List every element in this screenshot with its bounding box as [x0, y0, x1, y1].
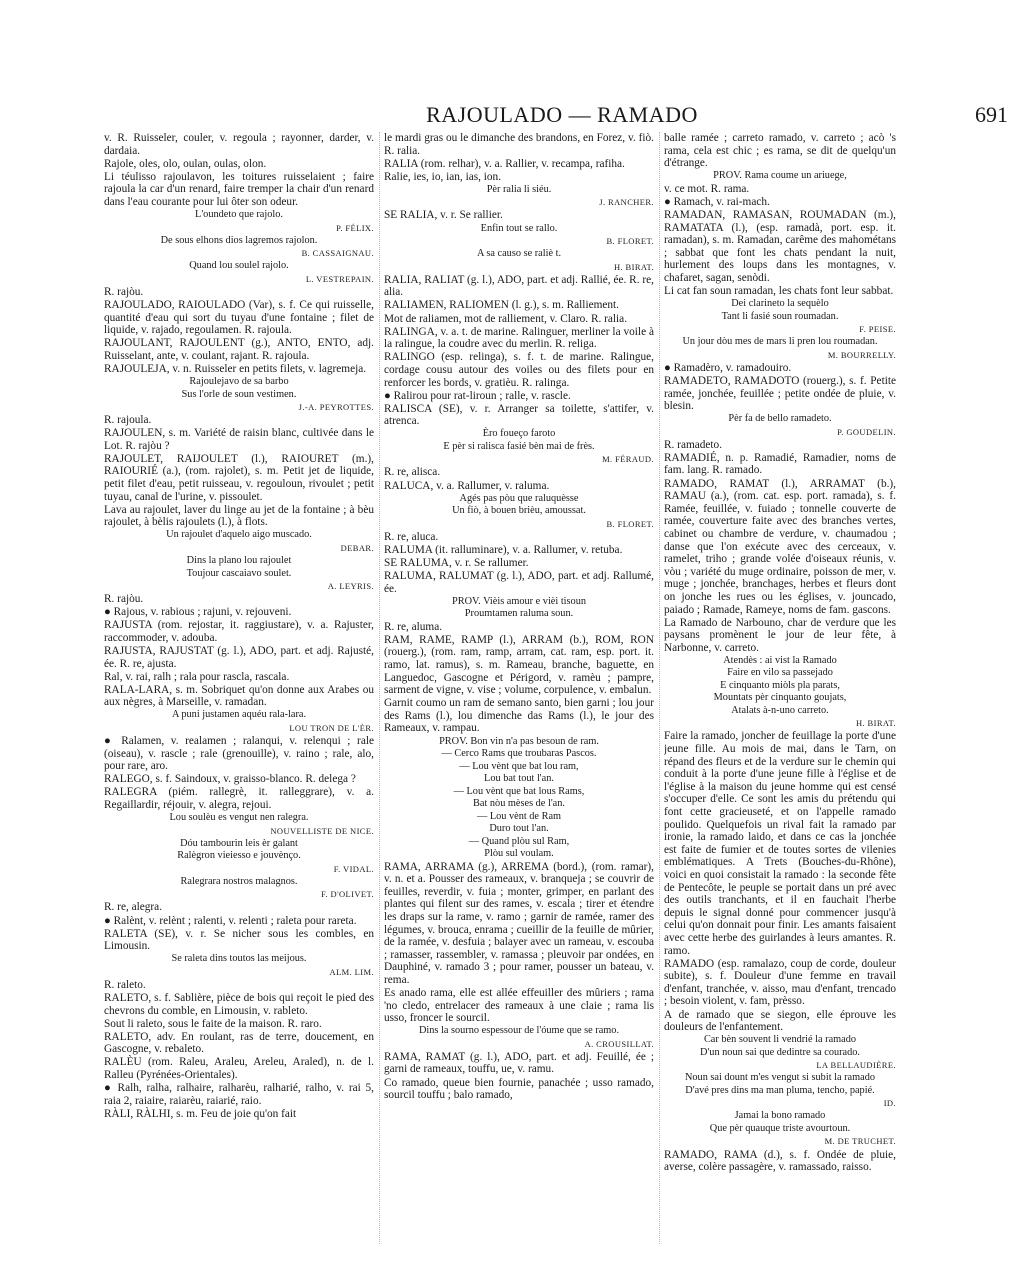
dictionary-entry: ● Ralamen, v. realamen ; ralanqui, v. relenqui ; rale (oiseau), v. rascle ; rale (grenouille), v. raino ; rale, alo, pour rare, aro.: [104, 735, 374, 773]
dictionary-entry: RALISCA (SE), v. r. Arranger sa toilette, s'attifer, v. atrenca.: [384, 402, 654, 428]
dictionary-entry: Li téulisso rajoulavon, les toitures ruisselaient ; faire rajoula la car d'un renard, faire tremper la chair d'un renard dans l'eau courante pour lui ôter son odeur.: [104, 170, 374, 208]
dictionary-entry: R. rajòu.: [104, 593, 144, 606]
dictionary-entry: RAJOULEJA, v. n. Ruisseler en petits filets, v. lagremeja.: [104, 362, 367, 375]
dictionary-entry: Es anado rama, elle est allée effeuiller des mûriers ; rama 'no cledo, entrelacer des rameaux à une claie ; rama lis usso, froncer le sourcil.: [384, 987, 654, 1025]
citation-source: F. PEISE.: [859, 324, 896, 335]
quotation-line: Plòu sul voulam.: [484, 848, 554, 860]
quotation-line: Un rajoulet d'aquelo aigo muscado.: [166, 529, 312, 541]
dictionary-entry: Li cat fan soun ramadan, les chats font leur sabbat.: [664, 285, 894, 298]
dictionary-entry: RALUMA, RALUMAT (g. l.), ADO, part. et adj. Rallumé, ée.: [384, 570, 654, 595]
dictionary-entry: RAMADIÉ, n. p. Ramadié, Ramadier, noms de fam. lang. R. ramado.: [664, 451, 896, 477]
quotation-line: — Lou vènt que bat lou ram,: [459, 760, 579, 772]
quotation-line: PROV. Rama coume un ariuege,: [713, 170, 847, 182]
quotation-line: Proumtamen raluma soun.: [464, 608, 574, 620]
dictionary-entry: Sout li raleto, sous le faite de la maison. R. raro.: [104, 1017, 322, 1030]
citation-source: NOUVELLISTE DE NICE.: [270, 825, 374, 836]
quotation-line: Agés pas pòu que raluquèsse: [459, 492, 579, 504]
running-head: RAJOULADO — RAMADO: [426, 102, 698, 127]
dictionary-entry: RALETA (SE), v. r. Se nicher sous les combles, en Limousin.: [104, 927, 374, 953]
dictionary-entry: R. rajòu.: [104, 285, 144, 298]
quotation-line: D'un noun sai que dedintre sa courado.: [700, 1046, 860, 1058]
quotation-line: A puni justamen aquéu rala-lara.: [171, 709, 307, 721]
citation-source: ALM. LIM.: [329, 966, 374, 977]
quotation-line: — Lou vènt de Ram: [476, 810, 562, 822]
dictionary-entry: RAJOULET, RAIJOULET (l.), RAIOURET (m.), RAIOURIÉ (a.), (rom. rajolet), s. m. Petit jet de liquide, petit filet d'eau, petit ruisseau, v. regouloun, rivoulet ; petit tuyau, canal de l'urine, v. pissoulet.: [104, 452, 374, 503]
dictionary-entry: Ralie, ies, io, ian, ias, ion.: [384, 170, 502, 183]
dictionary-entry: Garnit coumo un ram de semano santo, bien garni ; lou jour des Rams (l.), lou dimenche das Rams (l.), le jour des Rameaux, v. rampau.: [384, 697, 654, 735]
dictionary-entry: RALIA (rom. relhar), v. a. Rallier, v. recampa, rafiha.: [384, 157, 625, 170]
citation-source: LOU TRON DE L'ÈR.: [289, 722, 374, 733]
citation-source: J.-A. PEYROTTES.: [298, 402, 374, 412]
quotation-line: Mountats pèr cinquanto goujats,: [713, 692, 847, 704]
column-2: [384, 132, 654, 1244]
citation-source: DEBAR.: [340, 542, 374, 553]
citation-source: B. CASSAIGNAU.: [301, 248, 374, 259]
dictionary-entry: RAJUSTA (rom. rejostar, it. raggiustare), v. a. Rajuster, raccommoder, v. adouba.: [104, 619, 374, 644]
dictionary-entry: R. ramadeto.: [664, 438, 723, 451]
citation-source: M. BOURRELLY.: [827, 349, 896, 360]
quotation-line: Faire en vilo sa passejado: [727, 667, 833, 679]
quotation-line: Dins la sourno espessour de l'óume que se ramo.: [418, 1025, 620, 1037]
quotation-line: Enfin tout se rallo.: [480, 222, 558, 234]
dictionary-entry: RALA-LARA, s. m. Sobriquet qu'on donne aux Arabes ou aux nègres, à Marseille, v. ramadan.: [104, 683, 374, 709]
citation-source: M. DE TRUCHET.: [824, 1136, 896, 1147]
quotation-line: Èro foueço faroto: [482, 428, 556, 440]
quotation-line: Quand lou soulel rajolo.: [189, 260, 289, 272]
quotation-line: Ralègron vieiesso e jouvènço.: [177, 850, 301, 862]
dictionary-entry: RAJOULANT, RAJOULENT (g.), ANTO, ENTO, adj. Ruisselant, ante, v. coulant, rajant. R. rajoula.: [104, 337, 374, 362]
quotation-line: Bat nòu mèses de l'an.: [473, 798, 565, 810]
citation-source: L. VESTREPAIN.: [305, 273, 374, 284]
quotation-line: Toujour cascaiavo soulet.: [186, 567, 292, 579]
quotation-line: Un fiò, à bouen brièu, amoussat.: [452, 505, 586, 517]
quotation-line: Jamai la bono ramado: [734, 1110, 826, 1122]
dictionary-entry: RAM, RAME, RAMP (l.), ARRAM (b.), ROM, RON (rouerg.), (rom. ram, ramp, arram, cat. ram, esp. port. it. ramo, lat. ramus), s. m. Rameau, branche, baguette, en Languedoc, Gascogne et Périgord, v. ramèu ; pampre, sarment de vigne, v. vise ; volume, corpulence, v. embalun.: [384, 633, 654, 697]
dictionary-entry: ● Ralh, ralha, ralhaire, ralharèu, ralharié, ralho, v. rai 5, raia 2, raiaire, raiarèu, raiarié, raio.: [104, 1082, 374, 1107]
quotation-line: PROV. Vièis amour e vièi tisoun: [451, 595, 586, 607]
quotation-line: Lou soulèu es vengut nen ralegra.: [169, 812, 309, 824]
quotation-line: Un jour dòu mes de mars li pren lou roumadan.: [682, 336, 878, 348]
quotation-line: Rajoulejavo de sa barbo: [189, 376, 289, 387]
dictionary-entry: RAMADAN, RAMASAN, ROUMADAN (m.), RAMATATA (l.), (esp. ramadà, port. esp. it. ramadan), s. m. Ramadan, carême des mahométans ; sabbat que font les chats pendant la nuit, hurlement des loups dans les montagnes, v. chafaret, sagan, senòdi.: [664, 208, 896, 284]
dictionary-entry: R. re, alegra.: [104, 901, 163, 914]
dictionary-entry: Mot de raliamen, mot de ralliement, v. Claro. R. ralia.: [384, 312, 628, 325]
page-header: [104, 100, 1020, 130]
dictionary-entry: RAMADETO, RAMADOTO (rouerg.), s. f. Petite ramée, jonchée, feuillée ; petite ondée de pluie, v. blesin.: [664, 374, 896, 413]
quotation-line: A sa causo se raliè t.: [476, 248, 562, 260]
dictionary-entry: RALUCA, v. a. Rallumer, v. raluma.: [384, 479, 550, 492]
dictionary-entry: Co ramado, queue bien fournie, panachée ; usso ramado, sourcil touffu ; balo ramado,: [384, 1076, 654, 1102]
citation-source: B. FLORET.: [606, 236, 654, 247]
dictionary-entry: RAJUSTA, RAJUSTAT (g. l.), ADO, part. et adj. Rajusté, ée. R. re, ajusta.: [104, 645, 374, 670]
quotation-line: Pèr fa de bello ramadeto.: [728, 413, 832, 425]
dictionary-entry: La Ramado de Narbouno, char de verdure que les paysans promènent le jour de leur fête, à Narbonne, v. carreto.: [664, 616, 896, 654]
quotation-line: — Quand plòu sul Ram,: [468, 835, 570, 847]
citation-source: B. FLORET.: [606, 518, 654, 529]
quotation-line: Pèr ralia li siéu.: [486, 183, 552, 195]
citation-source: A. LEYRIS.: [327, 581, 374, 592]
dictionary-entry: ● Rajous, v. rabious ; rajuni, v. rejouveni.: [104, 606, 292, 619]
dictionary-entry: RAMA, ARRAMA (g.), ARREMA (bord.), (rom. ramar), v. n. et a. Pousser des rameaux, v. branqueja ; se couvrir de feuilles, reverdir, v. fuia ; monter, grimper, en parlant des plantes qui filent sur des rames, v. escala ; tirer et étendre les draps sur la rame, v. ramo ; garnir de ramée, ramer des légumes, v. brouca, enrama ; cueillir de la feuille de mûrier, de la ramée, v. desfuia ; balayer avec un rameau, v. escouba ; ramasser, rassembler, v. ramassa ; pleuvoir par ondées, en Dauphiné, v. ramado 3 ; pour ramer, pousser un bateau, v. rema.: [384, 860, 654, 986]
dictionary-entry: RALETO, s. f. Sablière, pièce de bois qui reçoit le pied des chevrons du comble, en Limousin, v. rableto.: [104, 991, 374, 1017]
dictionary-entry: Faire la ramado, joncher de feuillage la porte d'une jeune fille. Au mois de mai, dans le Tarn, on répand des fleurs et de la verdure sur le chemin qui conduit à la porte d'une jeune fille à l'église et de l'église à la maison du jeune homme qui est censé s'occuper d'elle. Ce sont les amis du prétendu qui font cette gracieuseté, et on l'appelle ramado poulido. Quelquefois un rival fait la ramado par ironie, la ramado laido, et dans ce cas la jonchée est faite de fumier et de toutes sortes de vilenies emblématiques. A Trets (Bouches-du-Rhône), voici en quoi consistait la ramado : la seconde fête de Pentecôte, le peuple se portait dans un pré avec des outils tranchants, et il en fauchait l'herbe depuis le signal donné pour commencer jusqu'à celui qu'on donnait pour finir. Les amants faisaient avec cette herbe des guirlandes à leurs amantes. R. ramo.: [664, 730, 896, 957]
quotation-line: Dins la plano lou rajoulet: [186, 555, 292, 567]
column-divider: [659, 132, 660, 1244]
quotation-line: Atalats à-n-uno carreto.: [731, 704, 829, 716]
quotation-line: PROV. Bon vin n'a pas besoun de ram.: [439, 735, 599, 747]
dictionary-entry: RALÈU (rom. Raleu, Araleu, Areleu, Araled), n. de l. Ralleu (Pyrénées-Orientales).: [104, 1056, 374, 1082]
page-number: 691: [975, 102, 1008, 127]
dictionary-entry: RALEGRA (piém. rallegrè, it. ralleggrare), v. a. Regaillardir, réjouir, v. alegra, rejoui.: [104, 786, 374, 812]
citation-source: M. FÉRAUD.: [602, 454, 654, 465]
dictionary-entry: RALETO, adv. En roulant, ras de terre, doucement, en Gascogne, v. rebaleto.: [104, 1030, 374, 1056]
citation-source: H. BIRAT.: [855, 718, 896, 729]
dictionary-entry: RALEGO, s. f. Saindoux, v. graisso-blanco. R. delega ?: [104, 773, 356, 786]
quotation-line: Lou bat tout l'an.: [484, 773, 554, 785]
citation-source: F. VIDAL.: [333, 863, 374, 874]
column-divider: [379, 132, 380, 1244]
quotation-line: Ralegrara nostros malagnos.: [180, 875, 298, 887]
dictionary-entry: v. R. Ruisseler, couler, v. regoula ; rayonner, darder, v. dardaia.: [104, 132, 374, 157]
citation-source: A. CROUSILLAT.: [584, 1038, 654, 1049]
dictionary-entry: R. rajoula.: [104, 414, 152, 427]
dictionary-entry: ● Ramach, v. rai-mach.: [664, 195, 770, 208]
citation-source: P. FÉLIX.: [336, 222, 374, 233]
dictionary-entry: R. re, alisca.: [384, 466, 441, 479]
dictionary-entry: R. raleto.: [104, 978, 146, 991]
dictionary-entry: SE RALIA, v. r. Se rallier.: [384, 209, 503, 222]
dictionary-entry: R. re, aluca.: [384, 530, 439, 543]
dictionary-entry: RALINGO (esp. relinga), s. f. t. de marine. Ralingue, cordage cousu autour des voiles ou des filets pour en renforcer les bords, v. gratièu. R. ralinga.: [384, 351, 654, 389]
dictionary-entry: RAMADO, RAMAT (l.), ARRAMAT (b.), RAMAU (a.), (rom. cat. esp. port. ramada), s. f. Ramée, feuillée, v. fuiado ; tonnelle couverte de ramée, couverture faite avec des branches vertes, cabinet ou chambre de verdure, v. chaumadou ; danse que l'on exécute avec des cerceaux, v. ramelet, triho ; grande volée d'oiseaux réunis, v. vòu ; variété du muge ordinaire, poisson de mer, v. muge ; jonchée, branchages, herbes et fleurs dont on jonche les rues ou les églises, v. jouncado, paiado ; Ramade, Rameye, noms de fam. gascons.: [664, 477, 896, 616]
dictionary-entry: ● Ralènt, v. relènt ; ralenti, v. relenti ; raleta pour rareta.: [104, 914, 357, 927]
quotation-line: Noun sai dount m'es vengut si subit la ramado: [684, 1072, 876, 1084]
dictionary-entry: RAJOULEN, s. m. Variété de raisin blanc, cultivée dans le Lot. R. rajòu ?: [104, 427, 374, 452]
dictionary-entry: RAMADO (esp. ramalazo, coup de corde, douleur subite), s. f. Douleur d'une femme en travail d'enfant, tranchée, v. aisso, mau d'enfant, trencado ; besoin violent, v. fam, prèsso.: [664, 957, 896, 1008]
quotation-line: Que pèr quauque triste avourtoun.: [709, 1122, 851, 1134]
dictionary-entry: RAMA, RAMAT (g. l.), ADO, part. et adj. Feuillé, ée ; garni de rameaux, touffu, ue, v. ramu.: [384, 1050, 654, 1076]
dictionary-entry: RALIA, RALIAT (g. l.), ADO, part. et adj. Rallié, ée. R. re, alia.: [384, 273, 654, 299]
citation-source: J. RANCHER.: [599, 197, 654, 208]
dictionary-entry: RAJOULADO, RAIOULADO (Var), s. f. Ce qui ruisselle, quantité d'eau qui sort du tuyau d'une fontaine ; filet de liquide, v. rajado, regoulamen. R. rajoula.: [104, 298, 374, 337]
dictionary-entry: RAMADO, RAMA (d.), s. f. Ondée de pluie, averse, colère passagère, v. ramassado, raisso.: [664, 1148, 896, 1174]
quotation-line: Duro tout l'an.: [489, 823, 549, 835]
citation-source: LA BELLAUDIÈRE.: [816, 1060, 896, 1071]
citation-source: ID.: [883, 1098, 896, 1109]
citation-source: F. D'OLIVET.: [321, 889, 374, 900]
dictionary-entry: RALINGA, v. a. t. de marine. Ralinguer, merliner la voile à la ralingue, la coudre avec du merlin. R. religa.: [384, 325, 654, 351]
quotation-line: Dei clarineto la sequèlo: [731, 298, 829, 310]
quotation-line: Dóu tambourin leis èr galant: [180, 837, 298, 849]
dictionary-entry: Lava au rajoulet, laver du linge au jet de la fontaine ; à bèu rajoulet, à bèlis rajoulets (l.), à flots.: [104, 503, 374, 529]
quotation-line: E pèr si ralisca fasié bèn mai de frès.: [443, 440, 595, 452]
dictionary-entry: v. ce mot. R. rama.: [664, 182, 750, 195]
dictionary-entry: balle ramée ; carreto ramado, v. carreto ; acò 's rama, cela est chic ; es rama, se dit de quelqu'un d'étrange.: [664, 132, 896, 170]
dictionary-entry: R. re, aluma.: [384, 620, 443, 633]
quotation-line: Car bèn souvent li vendrié la ramado: [703, 1034, 857, 1046]
dictionary-entry: SE RALUMA, v. r. Se rallumer.: [384, 556, 529, 569]
dictionary-entry: le mardi gras ou le dimanche des brandons, en Forez, v. fiò. R. ralia.: [384, 132, 654, 157]
quotation-line: De sous elhons dios lagremos rajolon.: [160, 234, 318, 246]
quotation-line: L'oundeto que rajolo.: [195, 209, 283, 221]
quotation-line: Se raleta dins toutos las meijous.: [171, 953, 307, 965]
dictionary-entry: RÀLI, RÀLHI, s. m. Feu de joie qu'on fait: [104, 1107, 297, 1120]
dictionary-entry: RALUMA (it. ralluminare), v. a. Rallumer, v. retuba.: [384, 543, 623, 556]
quotation-line: — Cerco Rams que troubaras Pascos.: [441, 748, 597, 760]
dictionary-entry: RALIAMEN, RALIOMEN (l. g.), s. m. Ralliement.: [384, 299, 620, 312]
quotation-line: Tant li fasié soun roumadan.: [721, 310, 839, 322]
column-3: [664, 132, 896, 1244]
citation-source: P. GOUDELIN.: [837, 426, 896, 437]
citation-source: H. BIRAT.: [613, 261, 654, 272]
dictionary-entry: Ral, v. rai, ralh ; rala pour rascla, rascala.: [104, 670, 290, 683]
dictionary-entry: Rajole, oles, olo, oulan, oulas, olon.: [104, 157, 267, 170]
quotation-line: Sus l'orle de soun vestimen.: [181, 388, 297, 400]
quotation-line: Atendès : ai vist la Ramado: [723, 654, 837, 666]
dictionary-entry: ● Ralirou pour rat-liroun ; ralle, v. rascle.: [384, 389, 571, 402]
quotation-line: D'avé pres dins ma man pluma, tencho, papié.: [685, 1084, 875, 1096]
quotation-line: E cinquanto miòls pla parats,: [720, 679, 840, 691]
dictionary-entry: A de ramado que se siegon, elle éprouve les douleurs de l'enfantement.: [664, 1008, 896, 1034]
column-1: [104, 132, 374, 1244]
dictionary-entry: ● Ramadèro, v. ramadouiro.: [664, 361, 792, 374]
quotation-line: — Lou vènt que bat lous Rams,: [453, 785, 585, 797]
